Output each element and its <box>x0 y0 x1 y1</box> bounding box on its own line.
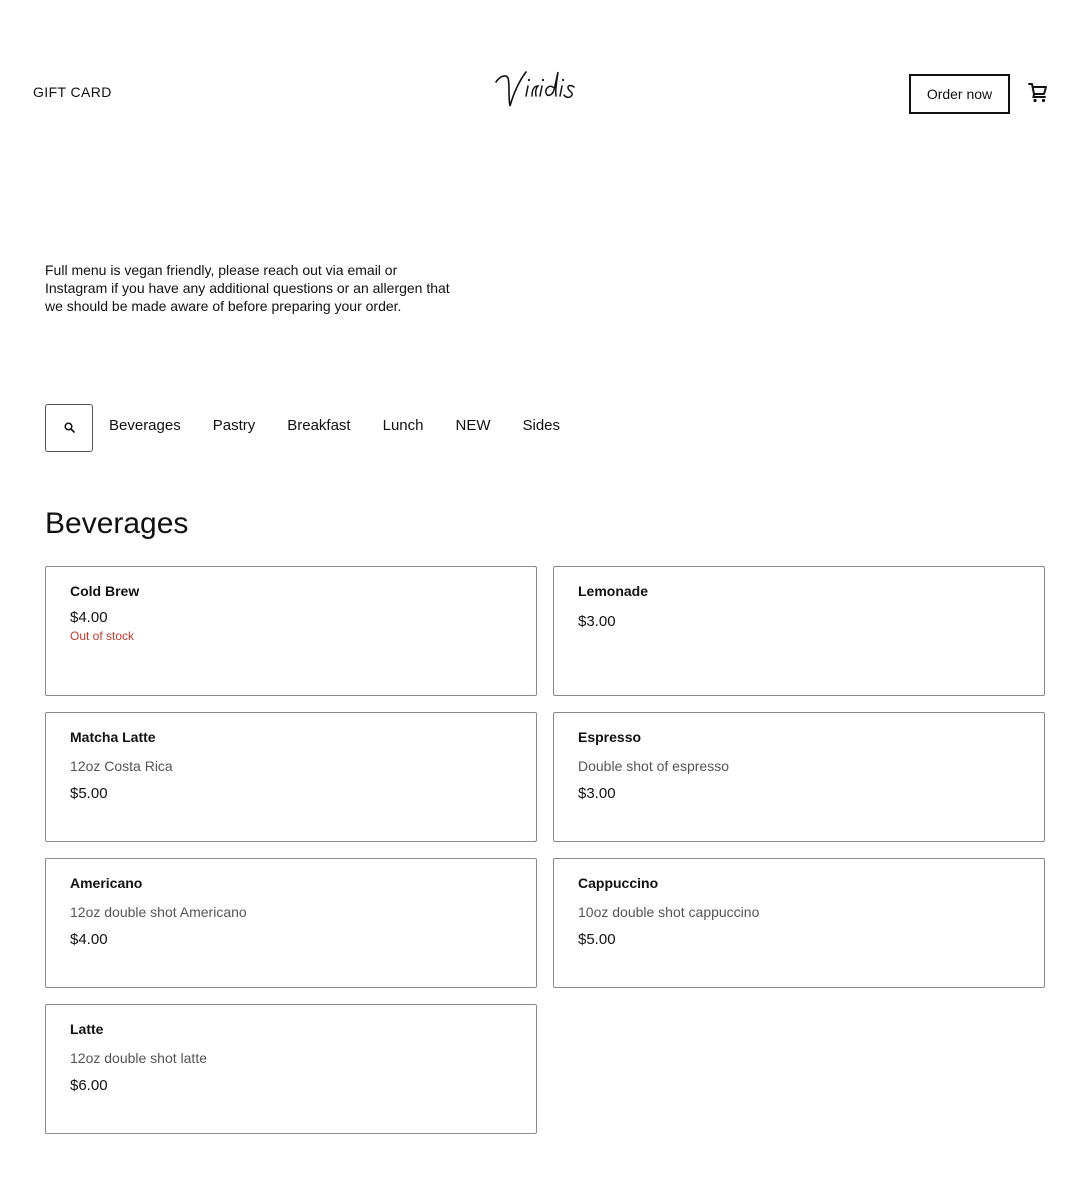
gift-card-link[interactable]: GIFT CARD <box>33 84 112 100</box>
item-name: Latte <box>70 1021 104 1037</box>
menu-item-card[interactable] <box>45 566 537 696</box>
search-button[interactable] <box>45 404 93 452</box>
item-price: $4.00 <box>70 931 108 948</box>
menu-item-card[interactable] <box>553 712 1045 842</box>
category-link-breakfast[interactable]: Breakfast <box>287 417 351 434</box>
menu-item-card[interactable] <box>553 566 1045 696</box>
site-logo[interactable] <box>490 62 594 114</box>
item-description: Double shot of espresso <box>578 758 729 774</box>
item-price: $3.00 <box>578 785 616 802</box>
item-price: $6.00 <box>70 1077 108 1094</box>
item-description: 10oz double shot cappuccino <box>578 904 760 920</box>
section-title: Beverages <box>45 507 189 540</box>
item-name: Matcha Latte <box>70 729 156 745</box>
item-price: $5.00 <box>578 931 616 948</box>
item-description: 12oz double shot Americano <box>70 904 247 920</box>
category-link-new[interactable]: NEW <box>455 417 491 434</box>
item-name: Espresso <box>578 729 642 745</box>
item-price: $4.00 <box>70 609 108 626</box>
out-of-stock-label: Out of stock <box>70 629 135 643</box>
order-now-button[interactable]: Order now <box>909 74 1010 114</box>
category-link-beverages[interactable]: Beverages <box>109 417 181 434</box>
menu-item-grid <box>45 566 1045 1134</box>
site-header <box>0 0 1090 190</box>
category-link-pastry[interactable]: Pastry <box>212 417 256 434</box>
item-price: $5.00 <box>70 785 108 802</box>
category-nav <box>45 404 576 452</box>
item-name: Americano <box>70 875 143 891</box>
item-name: Cappuccino <box>578 875 659 891</box>
search-icon <box>64 421 75 436</box>
menu-intro-text: Full menu is vegan friendly, please reach out via email or Instagram if you have any additional questions or an allergen that we should be made aware of before preparing your order. <box>45 262 450 314</box>
menu-item-card[interactable] <box>45 858 537 988</box>
item-name: Lemonade <box>578 583 649 599</box>
viridis-logo-script <box>490 62 594 114</box>
menu-item-card[interactable] <box>45 712 537 842</box>
menu-item-card[interactable] <box>553 858 1045 988</box>
category-link-lunch[interactable]: Lunch <box>382 417 424 434</box>
item-description: 12oz double shot latte <box>70 1050 207 1066</box>
menu-item-card[interactable] <box>45 1004 537 1134</box>
cart-icon[interactable] <box>1027 81 1049 103</box>
item-description: 12oz Costa Rica <box>70 758 173 774</box>
category-link-sides[interactable]: Sides <box>522 417 561 434</box>
item-name: Cold Brew <box>70 583 140 599</box>
item-price: $3.00 <box>578 613 616 630</box>
